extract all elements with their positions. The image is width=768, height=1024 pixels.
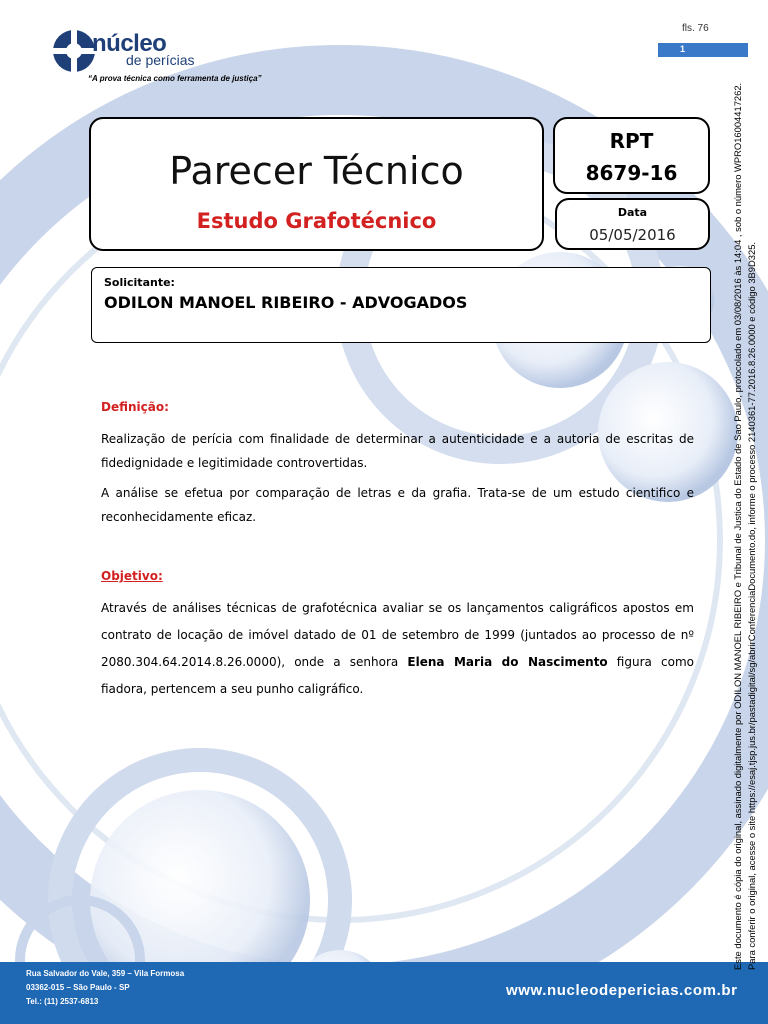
solicitante-name: ODILON MANOEL RIBEIRO - ADVOGADOS bbox=[104, 293, 468, 312]
stamp-line-2: Para conferir o original, acesse o site https://esaj.tjsp.jus.br/pastadigital/sg/abrirConferenciaDocumento.do, informe o processo 2140361-77.2016.8.26.0000 e código 3B9D325. bbox=[746, 241, 757, 970]
definicao-paragraph-2: A análise se efetua por comparação de letras e da grafia. Trata-se de um estudo cientifico e reconhecidamente eficaz. bbox=[101, 486, 694, 524]
document-subtitle: Estudo Grafotécnico bbox=[196, 209, 437, 233]
date-box bbox=[555, 198, 710, 250]
solicitante-label: Solicitante: bbox=[104, 276, 175, 289]
report-number: 8679-16 bbox=[585, 161, 678, 185]
document-title: Parecer Técnico bbox=[169, 149, 464, 193]
objetivo-heading: Objetivo: bbox=[101, 569, 163, 583]
person-name: Elena Maria do Nascimento bbox=[407, 655, 608, 669]
report-label: RPT bbox=[609, 129, 654, 153]
tagline: “A prova técnica como ferramenta de justiça” bbox=[88, 74, 262, 83]
address-phone: Tel.: (11) 2537-6813 bbox=[26, 997, 99, 1006]
footer-website-link[interactable]: www.nucleodepericias.com.br bbox=[506, 982, 738, 999]
objetivo-text-start: Através de análises técnicas de grafotécnica avaliar se os lançamentos caligráficos apostos em contrato de locação de imóvel datado de 01 de setembro de 1999 (juntados ao processo de nº 2080.304.64.2014.8.26.0000), onde a senhora bbox=[101, 601, 694, 669]
definicao-heading: Definição: bbox=[101, 400, 169, 414]
footer-address bbox=[26, 967, 184, 1009]
date-label: Data bbox=[617, 206, 648, 219]
solicitante-box bbox=[91, 267, 711, 343]
definicao-paragraph-1: Realização de perícia com finalidade de determinar a autenticidade e a autoria de escritas de fidedignidade e legitimidade controvertidas. bbox=[101, 432, 694, 470]
report-number-box bbox=[553, 117, 710, 194]
logo-mark-icon bbox=[52, 26, 96, 76]
page-number: 1 bbox=[680, 44, 686, 54]
address-city: 03362-015 – São Paulo - SP bbox=[26, 983, 130, 992]
footer-bar bbox=[0, 962, 768, 1024]
stamp-line-1: Este documento é cópia do original, assinado digitalmente por ODILON MANOEL RIBEIRO e Tribunal de Justica do Estado de Sao Paulo, protocolado em 03/08/2016 às 14:04 , sob o número WPRO16004417262. bbox=[732, 82, 743, 970]
objetivo-paragraph bbox=[101, 595, 694, 703]
date-value: 05/05/2016 bbox=[589, 226, 676, 244]
objetivo-text-end: figura como fiadora, pertencem a seu punho caligráfico. bbox=[101, 655, 694, 696]
address-street: Rua Salvador do Vale, 359 – Vila Formosa bbox=[26, 969, 185, 978]
digital-signature-stamp bbox=[731, 10, 759, 970]
logo-wordmark: núcleo bbox=[92, 30, 167, 57]
logo-subtitle: de perícias bbox=[126, 52, 195, 68]
folio-number: fls. 76 bbox=[682, 23, 709, 34]
title-box bbox=[89, 117, 544, 251]
